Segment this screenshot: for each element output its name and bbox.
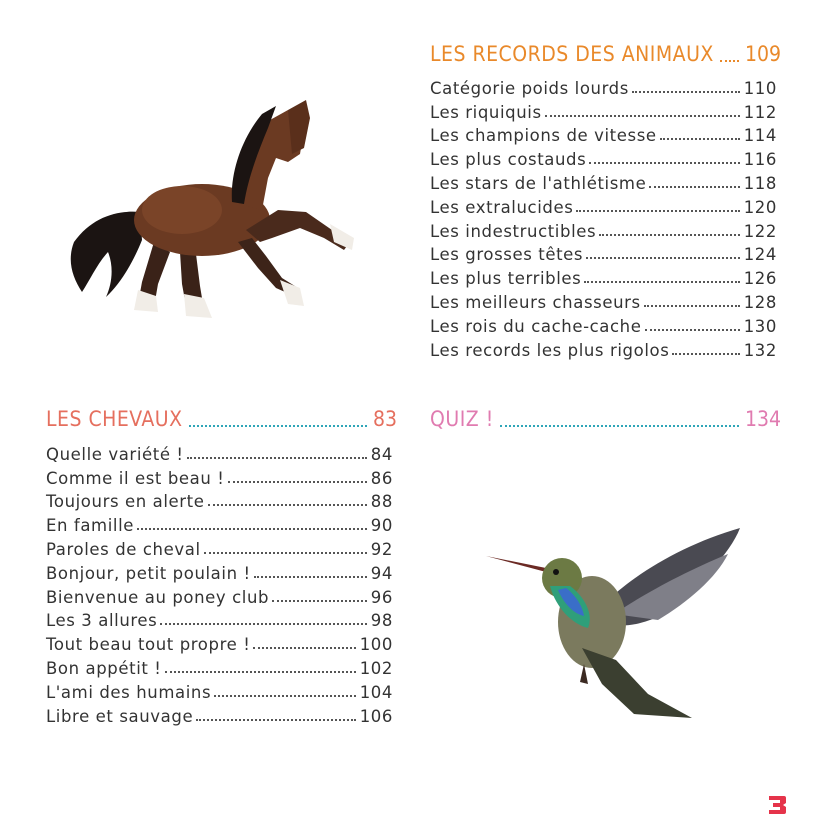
toc-entry-leader [254, 576, 367, 578]
toc-entry-page: 114 [743, 126, 777, 146]
section-heading-records[interactable] [430, 44, 781, 65]
section-page-records: 109 [744, 42, 781, 66]
toc-entry-page: 86 [370, 468, 393, 488]
toc-entry-label: Paroles de cheval [46, 539, 201, 559]
toc-entry-label: L'ami des humains [46, 682, 212, 702]
toc-entry-page: 112 [743, 102, 777, 122]
toc-list-records [430, 74, 777, 360]
toc-entry[interactable] [430, 98, 777, 122]
toc-entry-leader [632, 91, 740, 93]
toc-entry-label: Les grosses têtes [430, 245, 584, 265]
toc-entry-label: Les meilleurs chasseurs [430, 292, 641, 312]
toc-entry-page: 124 [743, 245, 777, 265]
section-leader-records [720, 60, 739, 62]
toc-entry-label: Bonjour, petit poulain ! [46, 563, 251, 583]
toc-entry-leader [599, 234, 740, 236]
toc-entry-label: Les extralucides [430, 197, 574, 217]
toc-entry-leader [204, 552, 367, 554]
toc-entry[interactable] [46, 702, 393, 726]
toc-entry-page: 98 [370, 611, 393, 631]
toc-entry-page: 106 [359, 706, 393, 726]
toc-entry[interactable] [430, 217, 777, 241]
section-leader-quiz [500, 425, 739, 427]
toc-entry[interactable] [46, 678, 393, 702]
toc-entry-label: Les plus costauds [430, 150, 587, 170]
toc-entry[interactable] [46, 440, 393, 464]
toc-entry[interactable] [46, 630, 393, 654]
toc-entry-leader [160, 623, 366, 625]
horse-photo [62, 92, 362, 324]
toc-entry-leader [208, 504, 367, 506]
toc-entry-page: 120 [743, 197, 777, 217]
toc-entry-leader [545, 115, 740, 117]
toc-entry-page: 132 [743, 340, 777, 360]
toc-entry-page: 96 [370, 587, 393, 607]
toc-entry-label: Les rois du cache-cache [430, 316, 642, 336]
toc-entry-leader [660, 138, 740, 140]
toc-entry-label: Les 3 allures [46, 611, 158, 631]
page-number-marker [767, 794, 787, 816]
toc-entry-leader [165, 671, 356, 673]
toc-entry[interactable] [46, 607, 393, 631]
section-title-records: LES RECORDS DES ANIMAUX [430, 42, 714, 66]
toc-entry-page: 94 [370, 563, 393, 583]
toc-entry-label: En famille [46, 516, 135, 536]
toc-entry-page: 92 [370, 539, 393, 559]
toc-entry-page: 122 [743, 221, 777, 241]
toc-entry-leader [649, 186, 739, 188]
toc-entry-leader [672, 353, 739, 355]
toc-entry[interactable] [46, 535, 393, 559]
toc-entry[interactable] [430, 241, 777, 265]
toc-entry[interactable] [46, 464, 393, 488]
toc-entry[interactable] [430, 169, 777, 193]
toc-entry-leader [137, 528, 367, 530]
toc-entry[interactable] [430, 336, 777, 360]
toc-entry-page: 84 [370, 444, 393, 464]
toc-entry-label: Les indestructibles [430, 221, 597, 241]
toc-entry-page: 104 [359, 682, 393, 702]
toc-entry-leader [272, 600, 367, 602]
section-heading-quiz[interactable] [430, 409, 781, 430]
toc-entry[interactable] [430, 74, 777, 98]
toc-entry-page: 128 [743, 292, 777, 312]
toc-entry-leader [584, 281, 739, 283]
toc-entry-page: 88 [370, 492, 393, 512]
section-page-quiz: 134 [744, 407, 781, 431]
toc-entry[interactable] [46, 583, 393, 607]
toc-entry-page: 90 [370, 516, 393, 536]
toc-entry-leader [589, 162, 739, 164]
toc-entry-label: Toujours en alerte [46, 492, 205, 512]
section-page-chevaux: 83 [372, 407, 397, 431]
toc-entry[interactable] [430, 145, 777, 169]
section-title-quiz: QUIZ ! [430, 407, 494, 431]
toc-entry-leader [576, 210, 739, 212]
toc-entry[interactable] [430, 193, 777, 217]
toc-entry-label: Comme il est beau ! [46, 468, 225, 488]
toc-entry-label: Bon appétit ! [46, 658, 162, 678]
section-leader-chevaux [189, 425, 367, 427]
toc-entry-page: 130 [743, 316, 777, 336]
hummingbird-photo [484, 524, 744, 720]
toc-entry[interactable] [430, 288, 777, 312]
toc-entry-leader [253, 647, 355, 649]
toc-entry-leader [214, 695, 356, 697]
toc-entry-label: Les plus terribles [430, 269, 582, 289]
toc-entry-page: 118 [743, 173, 777, 193]
toc-entry-page: 116 [743, 150, 777, 170]
toc-entry[interactable] [46, 488, 393, 512]
toc-entry-page: 100 [359, 635, 393, 655]
toc-entry-leader [645, 329, 740, 331]
toc-list-chevaux [46, 440, 393, 726]
toc-entry-label: Les stars de l'athlétisme [430, 173, 647, 193]
toc-entry-label: Libre et sauvage [46, 706, 194, 726]
toc-entry[interactable] [46, 654, 393, 678]
toc-entry-label: Tout beau tout propre ! [46, 635, 251, 655]
section-title-chevaux: LES CHEVAUX [46, 407, 183, 431]
toc-entry-label: Les riquiquis [430, 102, 542, 122]
toc-entry-leader [586, 257, 740, 259]
section-heading-chevaux[interactable] [46, 409, 397, 430]
toc-entry[interactable] [46, 511, 393, 535]
toc-entry-leader [228, 481, 367, 483]
toc-entry-leader [187, 457, 367, 459]
toc-entry-leader [644, 305, 740, 307]
toc-entry[interactable] [430, 264, 777, 288]
toc-entry[interactable] [430, 312, 777, 336]
toc-entry-page: 102 [359, 658, 393, 678]
toc-entry-label: Les champions de vitesse [430, 126, 657, 146]
toc-entry-label: Quelle variété ! [46, 444, 184, 464]
toc-entry[interactable] [430, 122, 777, 146]
toc-entry-label: Les records les plus rigolos [430, 340, 670, 360]
toc-entry-page: 126 [743, 269, 777, 289]
toc-entry-page: 110 [743, 78, 777, 98]
toc-entry-leader [196, 719, 356, 721]
toc-entry-label: Bienvenue au poney club [46, 587, 270, 607]
toc-entry-label: Catégorie poids lourds [430, 78, 629, 98]
toc-entry[interactable] [46, 559, 393, 583]
